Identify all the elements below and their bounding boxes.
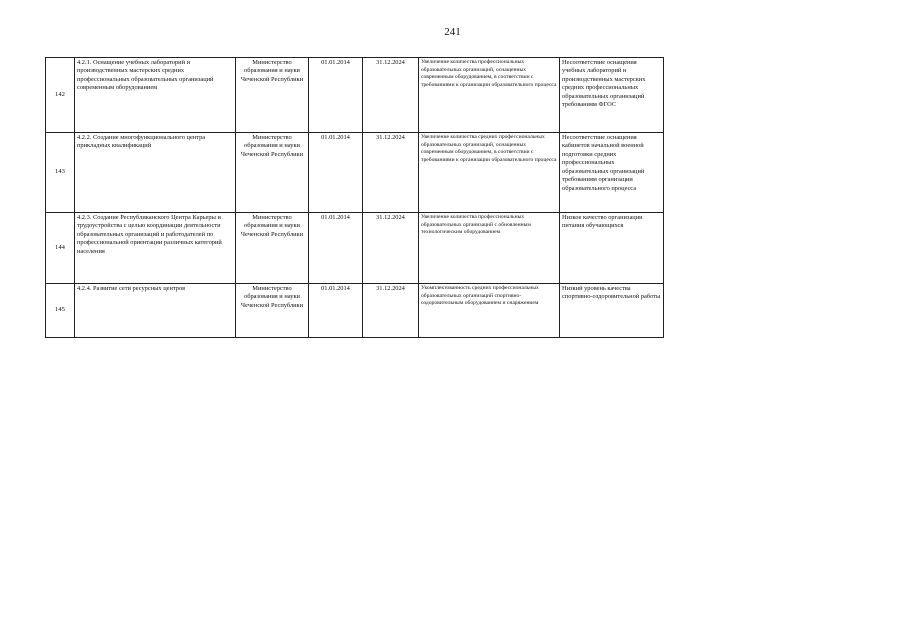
executor: Министерство образования и науки Чеченской Республики: [236, 133, 309, 213]
table-row: [46, 284, 664, 338]
start-date: 01.01.2014: [309, 284, 363, 338]
expected-result: Увеличение количества профессиональных образовательных организаций с обновленным технологическим оборудованием: [419, 213, 560, 284]
start-date: 01.01.2014: [309, 58, 363, 133]
event-name: 4.2.4. Развитие сети ресурсных центров: [75, 284, 236, 338]
non-implementation-consequence: Несоответствие оснащения кабинетов начальной военной подготовки средних профессиональных образовательных организаций требованиям организации образовательного процесса: [560, 133, 664, 213]
row-number: 145: [46, 284, 75, 338]
table-row: [46, 58, 664, 133]
row-number: 142: [46, 58, 75, 133]
row-number: 144: [46, 213, 75, 284]
table-row: [46, 133, 664, 213]
event-name: 4.2.2. Создание многофункционального центра прикладных квалификаций: [75, 133, 236, 213]
expected-result: Увеличение количества средних профессиональных образовательных организаций, оснащенных современным оборудованием, в соответствии с требованиями к организации образовательного процесса: [419, 133, 560, 213]
start-date: 01.01.2014: [309, 133, 363, 213]
row-number: 143: [46, 133, 75, 213]
expected-result: Укомплектованность средних профессиональных образовательных организаций спортивно-оздоровительным оборудованием и снаряжением: [419, 284, 560, 338]
end-date: 31.12.2024: [363, 284, 419, 338]
end-date: 31.12.2024: [363, 133, 419, 213]
event-name: 4.2.1. Оснащение учебных лабораторий и производственных мастерских средних профессиональных образовательных организаций современным оборудованием: [75, 58, 236, 133]
event-name: 4.2.3. Создание Республиканского Центра Карьеры и трудоустройства с целью координации деятельности образовательных организаций и работодателей по профессиональной ориентации различных категорий населения: [75, 213, 236, 284]
end-date: 31.12.2024: [363, 58, 419, 133]
table-row: [46, 213, 664, 284]
expected-result: Увеличение количества профессиональных образовательных организаций, оснащенных современным оборудованием, в соответствии с требованиями к организации образовательного процесса: [419, 58, 560, 133]
executor: Министерство образования и науки Чеченской Республики: [236, 213, 309, 284]
page-number: 241: [444, 26, 461, 38]
program-measures-table: [45, 57, 664, 338]
end-date: 31.12.2024: [363, 213, 419, 284]
non-implementation-consequence: Несоответствие оснащения учебных лабораторий и производственных мастерских средних профессиональных образовательных организаций требованиям ФГОС: [560, 58, 664, 133]
executor: Министерство образования и науки Чеченской Республики: [236, 58, 309, 133]
start-date: 01.01.2014: [309, 213, 363, 284]
non-implementation-consequence: Низкое качество организации питания обучающихся: [560, 213, 664, 284]
executor: Министерство образования и науки Чеченской Республики: [236, 284, 309, 338]
non-implementation-consequence: Низкий уровень качества спортивно-оздоровительной работы: [560, 284, 664, 338]
